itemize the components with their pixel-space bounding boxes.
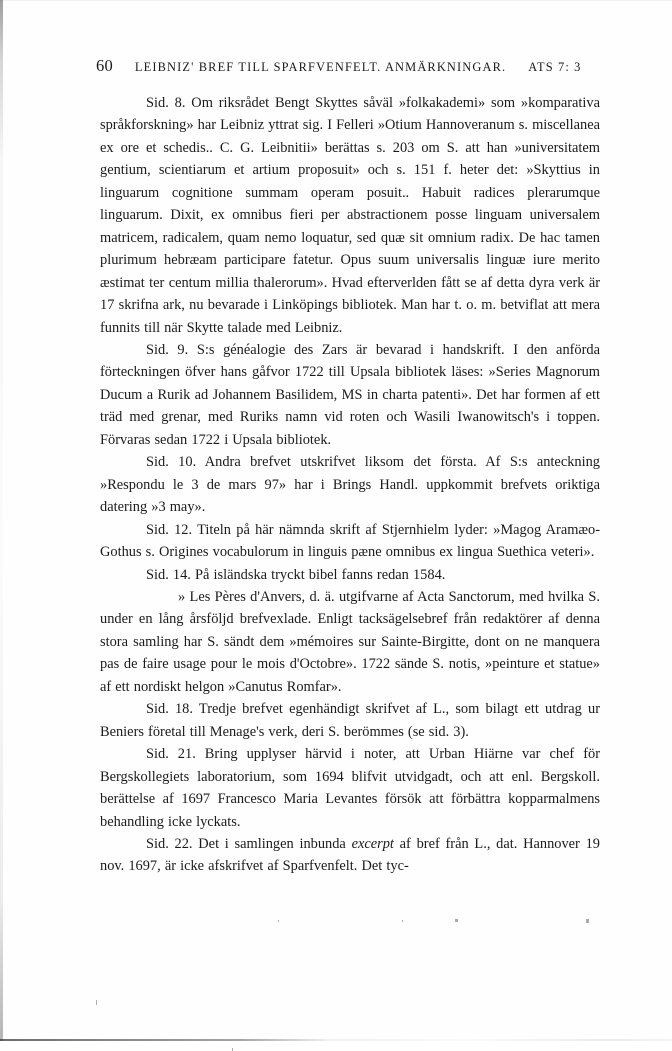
page-body-text: [100, 92, 600, 878]
scan-speck: [402, 920, 403, 922]
scan-edge-top: [0, 0, 672, 1]
running-head-title: LEIBNIZ' BREF TILL SPARFVENFELT. ANMÄRKNINGAR.: [134, 60, 507, 74]
note-paragraph-sid-18: Sid. 18. Tredje brefvet egenhändigt skrifvet af L., som bilagt ett utdrag ur Beniers företal till Menage's verk, deri S. berömmes (se sid. 3).: [100, 701, 600, 740]
note-paragraph-sid-22: [100, 833, 600, 878]
note-paragraph-sid-12: Sid. 12. Titeln på här nämnda skrift af Stjernhielm lyder: »Magog Aramæo-Gothus s. Origines vocabulorum in linguis pæne omnibus ex lingua Suethica veteri».: [100, 521, 600, 561]
scan-speck: [455, 919, 458, 922]
note-paragraph-sid-14: Sid. 14. På isländska tryckt bibel fanns redan 1584.: [146, 566, 446, 583]
note-italic-term: excerpt: [351, 835, 394, 852]
note-paragraph-sid-9: Sid. 9. S:s généalogie des Zars är bevarad i handskrift. I den anförda förteckningen öfver hans gåfvor 1722 till Upsala bibliotek läses: »Series Magnorum Ducum a Rurik ad Johannem Basilidem, MS in charta patenti». Det har formen af ett träd med grenar, med Ruriks namn vid roten och Wasili Iwanowitsch's i toppen. Förvaras sedan 1722 i Upsala bibliotek.: [100, 341, 600, 448]
note-paragraph-sid-21: Sid. 21. Bring upplyser härvid i noter, att Urban Hiärne var chef för Bergskollegiets laboratorium, som 1694 blifvit utvidgadt, och att enl. Bergskoll. berättelse af 1697 Francesco Maria Levantes försök att förbättra kopparmalmens behandling icke lyckats.: [100, 746, 600, 830]
scan-edge-left: [0, 0, 3, 1041]
note-text-after-italic: af bref från L., dat. Hannover 19 nov. 1697, är icke afskrifvet af Sparfvenfelt. Det tyc-: [100, 835, 600, 875]
scan-speck: [586, 919, 589, 923]
scan-speck: [278, 920, 279, 922]
running-head: [0, 56, 672, 78]
note-paragraph-sid-10: Sid. 10. Andra brefvet utskrifvet liksom det första. Af S:s anteckning »Respondu le 3 de mars 97» har i Brings Handl. uppkommit brefvets oriktiga datering »3 may».: [100, 454, 600, 516]
note-text-before-italic: Sid. 22. Det i samlingen inbunda: [146, 835, 352, 852]
scan-speck: [96, 1000, 97, 1005]
running-head-reference: ATS 7: 3: [528, 60, 582, 74]
note-paragraph-sid-14b: » Les Pères d'Anvers, d. ä. utgifvarne af Acta Sanctorum, med hvilka S. under en lång årsföljd brefvexlade. Enligt tacksägelsebref från redaktörer af denna stora samling har S. sändt dem »mémoires sur Sainte-Birgitte, dont on ne manquera pas de faire usage pour le mois d'Octobre». 1722 sände S. notis, »peinture et statue» af ett nordiskt helgon »Canutus Romfar».: [100, 588, 600, 695]
page-number: 60: [96, 56, 113, 75]
note-paragraph-sid-8: Sid. 8. Om riksrådet Bengt Skyttes såväl »folkakademi» som »komparativa språkforskning» har Leibniz yttrat sig. I Felleri »Otium Hannoveranum s. miscellanea ex ore et schedis.. C. G. Leibnitii» berättas s. 203 om S. att han »universitatem gentium, scientiarum et artium proposuit» och s. 151 f. heter det: »Skyttius in linguarum cognitione summam operam posuit.. Habuit radices plerarumque linguarum. Dixit, ex omnibus fieri per abstractionem posse linguam universalem matricem, radicalem, quam nemo loquatur, sed quæ sit omnium radix. De hac tamen plurimum hebræam participare fatetur. Opus suum universalis linguæ iure merito æstimat ter centum millia thalerorum». Hvad efterverlden fått se af detta dyra verk är 17 skrifna ark, nu bevarade i Linköpings bibliotek. Man har t. o. m. betviflat att mera funnits till när Skytte talade med Leibniz.: [100, 95, 600, 336]
